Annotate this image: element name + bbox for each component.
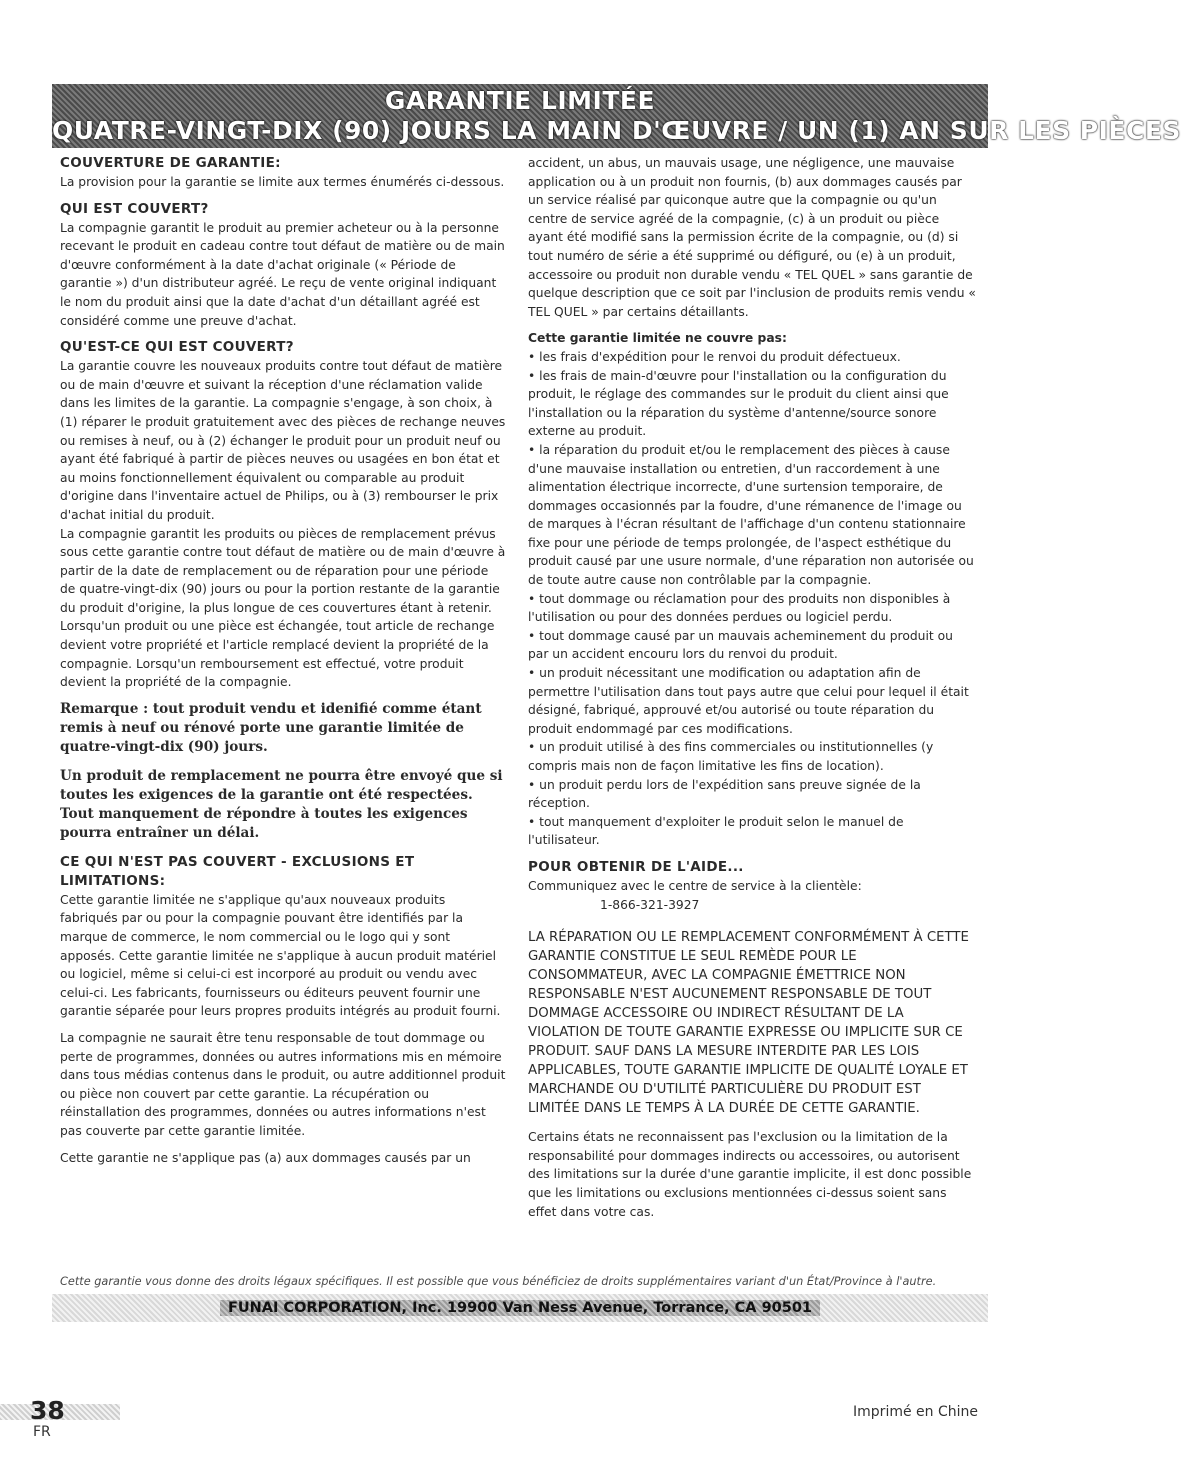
heading-not-covered: Cette garantie limitée ne couvre pas: — [528, 331, 787, 346]
right-column — [528, 154, 976, 1229]
list-item: • tout manquement d'exploiter le produit selon le manuel de l'utilisateur. — [528, 813, 976, 850]
banner-title: GARANTIE LIMITÉE — [384, 86, 656, 115]
list-item: • tout dommage ou réclamation pour des produits non disponibles à l'utilisation ou pour des données perdues ou logiciel perdu. — [528, 590, 976, 627]
paragraph: Cette garantie ne s'applique pas (a) aux dommages causés par un — [60, 1150, 471, 1165]
paragraph: La compagnie garantit les produits ou pièces de remplacement prévus sous cette garantie contre tout défaut de matière ou de main d'œuvre à partir de la date de remplacement ou de réparation pour une période de quatre-vingt-dix (90) jours ou pour la portion restante de la garantie du produit d'origine, la plus longue de ces couvertures étant à retenir. Lorsqu'un produit ou une pièce est échangée, tout article de rechange devient votre propriété et l'article remplacé devient la propriété de la compagnie. Lorsqu'un remboursement est effectué, votre produit devient la propriété de la compagnie. — [60, 526, 506, 690]
company-bar — [52, 1294, 988, 1322]
paragraph: La garantie couvre les nouveaux produits contre tout défaut de matière ou de main d'œuvre et suivant la réception d'une réclamation valide dans les limites de la garantie. La compagnie s'engage, à son choix, à (1) réparer le produit gratuitement avec des pièces de rechange neuves ou remises à neuf, ou à (2) échanger le produit pour un produit neuf ou ayant été fabriqué à partir de pièces neuves ou usagées en bon état et au moins fonctionnellement équivalent ou comparable au produit d'origine dans l'inventaire actuel de Philips, ou à (3) rembourser le prix d'achat initial du produit. — [60, 359, 506, 522]
paragraph: La provision pour la garantie se limite aux termes énumérés ci-dessous. — [60, 175, 505, 189]
phone-number: 1-866-321-3927 — [600, 897, 700, 912]
heading-help: POUR OBTENIR DE L'AIDE... — [528, 858, 744, 875]
company-address: FUNAI CORPORATION, Inc. 19900 Van Ness Avenue, Torrance, CA 90501 — [220, 1300, 820, 1316]
liability-disclaimer: LA RÉPARATION OU LE REMPLACEMENT CONFORMÉMENT À CETTE GARANTIE CONSTITUE LE SEUL REMÈDE POUR LE CONSOMMATEUR, AVEC LA COMPAGNIE ÉMETTRICE NON RESPONSABLE N'EST AUCUNEMENT RESPONSABLE DE TOUT DOMMAGE ACCESSOIRE OU INDIRECT RÉSULTANT DE LA VIOLATION DE TOUTE GARANTIE EXPRESSE OU IMPLICITE SUR CE PRODUIT. SAUF DANS LA MESURE INTERDITE PAR LES LOIS APPLICABLES, TOUTE GARANTIE IMPLICITE DE QUALITÉ LOYALE ET MARCHANDE OU D'UTILITÉ PARTICULIÈRE DU PRODUIT EST LIMITÉE DANS LE TEMPS À LA DURÉE DE CETTE GARANTIE. — [528, 930, 969, 1117]
warranty-banner — [52, 84, 1181, 148]
heading-who-covered: QUI EST COUVERT? — [60, 200, 209, 217]
list-item: • un produit utilisé à des fins commerciales ou institutionnelles (y compris mais non de façon limitative les fins de location). — [528, 738, 976, 775]
list-item: • un produit nécessitant une modification ou adaptation afin de permettre l'utilisation dans tout pays autre que celui pour lequel il était désigné, fabriqué, approuvé et/ou autorisé ou toute réparation du produit endommagé par ces modifications. — [528, 664, 976, 738]
paragraph: La compagnie ne saurait être tenu responsable de tout dommage ou perte de programmes, données ou autres informations mis en mémoire dans tous médias contenus dans le produit, ou autre additionnel produit ou pièce non couvert par cette garantie. La récupération ou réinstallation des programmes, données ou autres informations n'est pas couverte par cette garantie limitée. — [60, 1031, 506, 1138]
heading-exclusions: CE QUI N'EST PAS COUVERT - EXCLUSIONS ET LIMITATIONS: — [60, 853, 415, 889]
list-item: • un produit perdu lors de l'expédition sans preuve signée de la réception. — [528, 776, 976, 813]
legal-rights-note: Cette garantie vous donne des droits légaux spécifiques. Il est possible que vous bénéficiez de droits supplémentaires variant d'un État/Province à l'autre. — [60, 1275, 937, 1288]
paragraph: La compagnie garantit le produit au premier acheteur ou à la personne recevant le produit en cadeau contre tout défaut de matière ou de main d'œuvre conformément à la date d'achat originale (« Période de garantie ») d'un distributeur agréé. Le reçu de vente original indiquant le nom du produit ainsi que la date d'achat d'un détaillant agréé est considéré comme une preuve d'achat. — [60, 220, 505, 328]
note-refurbished: Remarque : tout produit vendu et idenifié comme étant remis à neuf ou rénové porte une garantie limitée de quatre-vingt-dix (90) jours. — [60, 700, 482, 755]
heading-coverage: COUVERTURE DE GARANTIE: — [60, 155, 281, 171]
printed-in: Imprimé en Chine — [853, 1404, 978, 1420]
list-item: • tout dommage causé par un mauvais acheminement du produit ou par un accident encouru lors du renvoi du produit. — [528, 627, 976, 664]
banner-subtitle: QUATRE-VINGT-DIX (90) JOURS LA MAIN D'ŒUVRE / UN (1) AN SUR LES PIÈCES — [52, 116, 1181, 145]
note-replacement: Un produit de remplacement ne pourra être envoyé que si toutes les exigences de la garantie ont été respectées. Tout manquement de répondre à toutes les exigences pourra entraîner un délai. — [60, 767, 503, 841]
exclusion-list — [528, 348, 976, 850]
language-code: FR — [33, 1424, 51, 1440]
left-column — [60, 154, 506, 1175]
list-item: • les frais de main-d'œuvre pour l'installation ou la configuration du produit, le réglage des commandes sur le produit du client ainsi que l'installation ou la réparation du système d'antenne/source sonore externe au produit. — [528, 367, 976, 441]
paragraph: Certains états ne reconnaissent pas l'exclusion ou la limitation de la responsabilité pour dommages indirects ou accessoires, ou autorisent des limitations sur la durée d'une garantie implicite, il est donc possible que les limitations ou exclusions mentionnées ci-dessus soient sans effet dans votre cas. — [528, 1130, 972, 1219]
paragraph: Cette garantie limitée ne s'applique qu'aux nouveaux produits fabriqués par ou pour la compagnie pouvant être identifiés par la marque de commerce, le nom commercial ou le logo qui y sont apposés. Cette garantie limitée ne s'applique à aucun produit matériel ou logiciel, même si celui-ci est incorporé au produit ou vendu avec celui-ci. Les fabricants, fournisseurs ou éditeurs peuvent fournir une garantie séparée pour leurs propres produits intégrés au produit fourni. — [60, 892, 501, 1019]
heading-what-covered: QU'EST-CE QUI EST COUVERT? — [60, 339, 294, 356]
paragraph: accident, un abus, un mauvais usage, une négligence, une mauvaise application ou à un produit non fournis, (b) aux dommages causés par un service réalisé par quiconque autre que la compagnie ou qu'un centre de service agréé de la compagnie, (c) à un produit ou pièce ayant été modifié sans la permission écrite de la compagnie, ou (d) si tout numéro de série a été supprimé ou défiguré, ou (e) à un produit, accessoire ou produit non durable vendu « TEL QUEL » sans garantie de quelque description que ce soit par l'inclusion de produits remis vendu « TEL QUEL » par certains détaillants. — [528, 156, 976, 319]
page-number: 38 — [30, 1396, 65, 1425]
paragraph: Communiquez avec le centre de service à la clientèle: — [528, 878, 862, 893]
list-item: • les frais d'expédition pour le renvoi du produit défectueux. — [528, 348, 976, 367]
list-item: • la réparation du produit et/ou le remplacement des pièces à cause d'une mauvaise installation ou entretien, d'un raccordement à une alimentation électrique incorrecte, d'une surtension temporaire, de dommages occasionnés par la foudre, d'une rémanence de l'image ou de marques à l'écran résultant de l'affichage d'un contenu stationnaire fixe pour une période de temps prolongée, de l'aspect esthétique du produit causé par une usure normale, d'une réparation non autorisée ou de toute autre cause non contrôlable par la compagnie. — [528, 441, 976, 590]
